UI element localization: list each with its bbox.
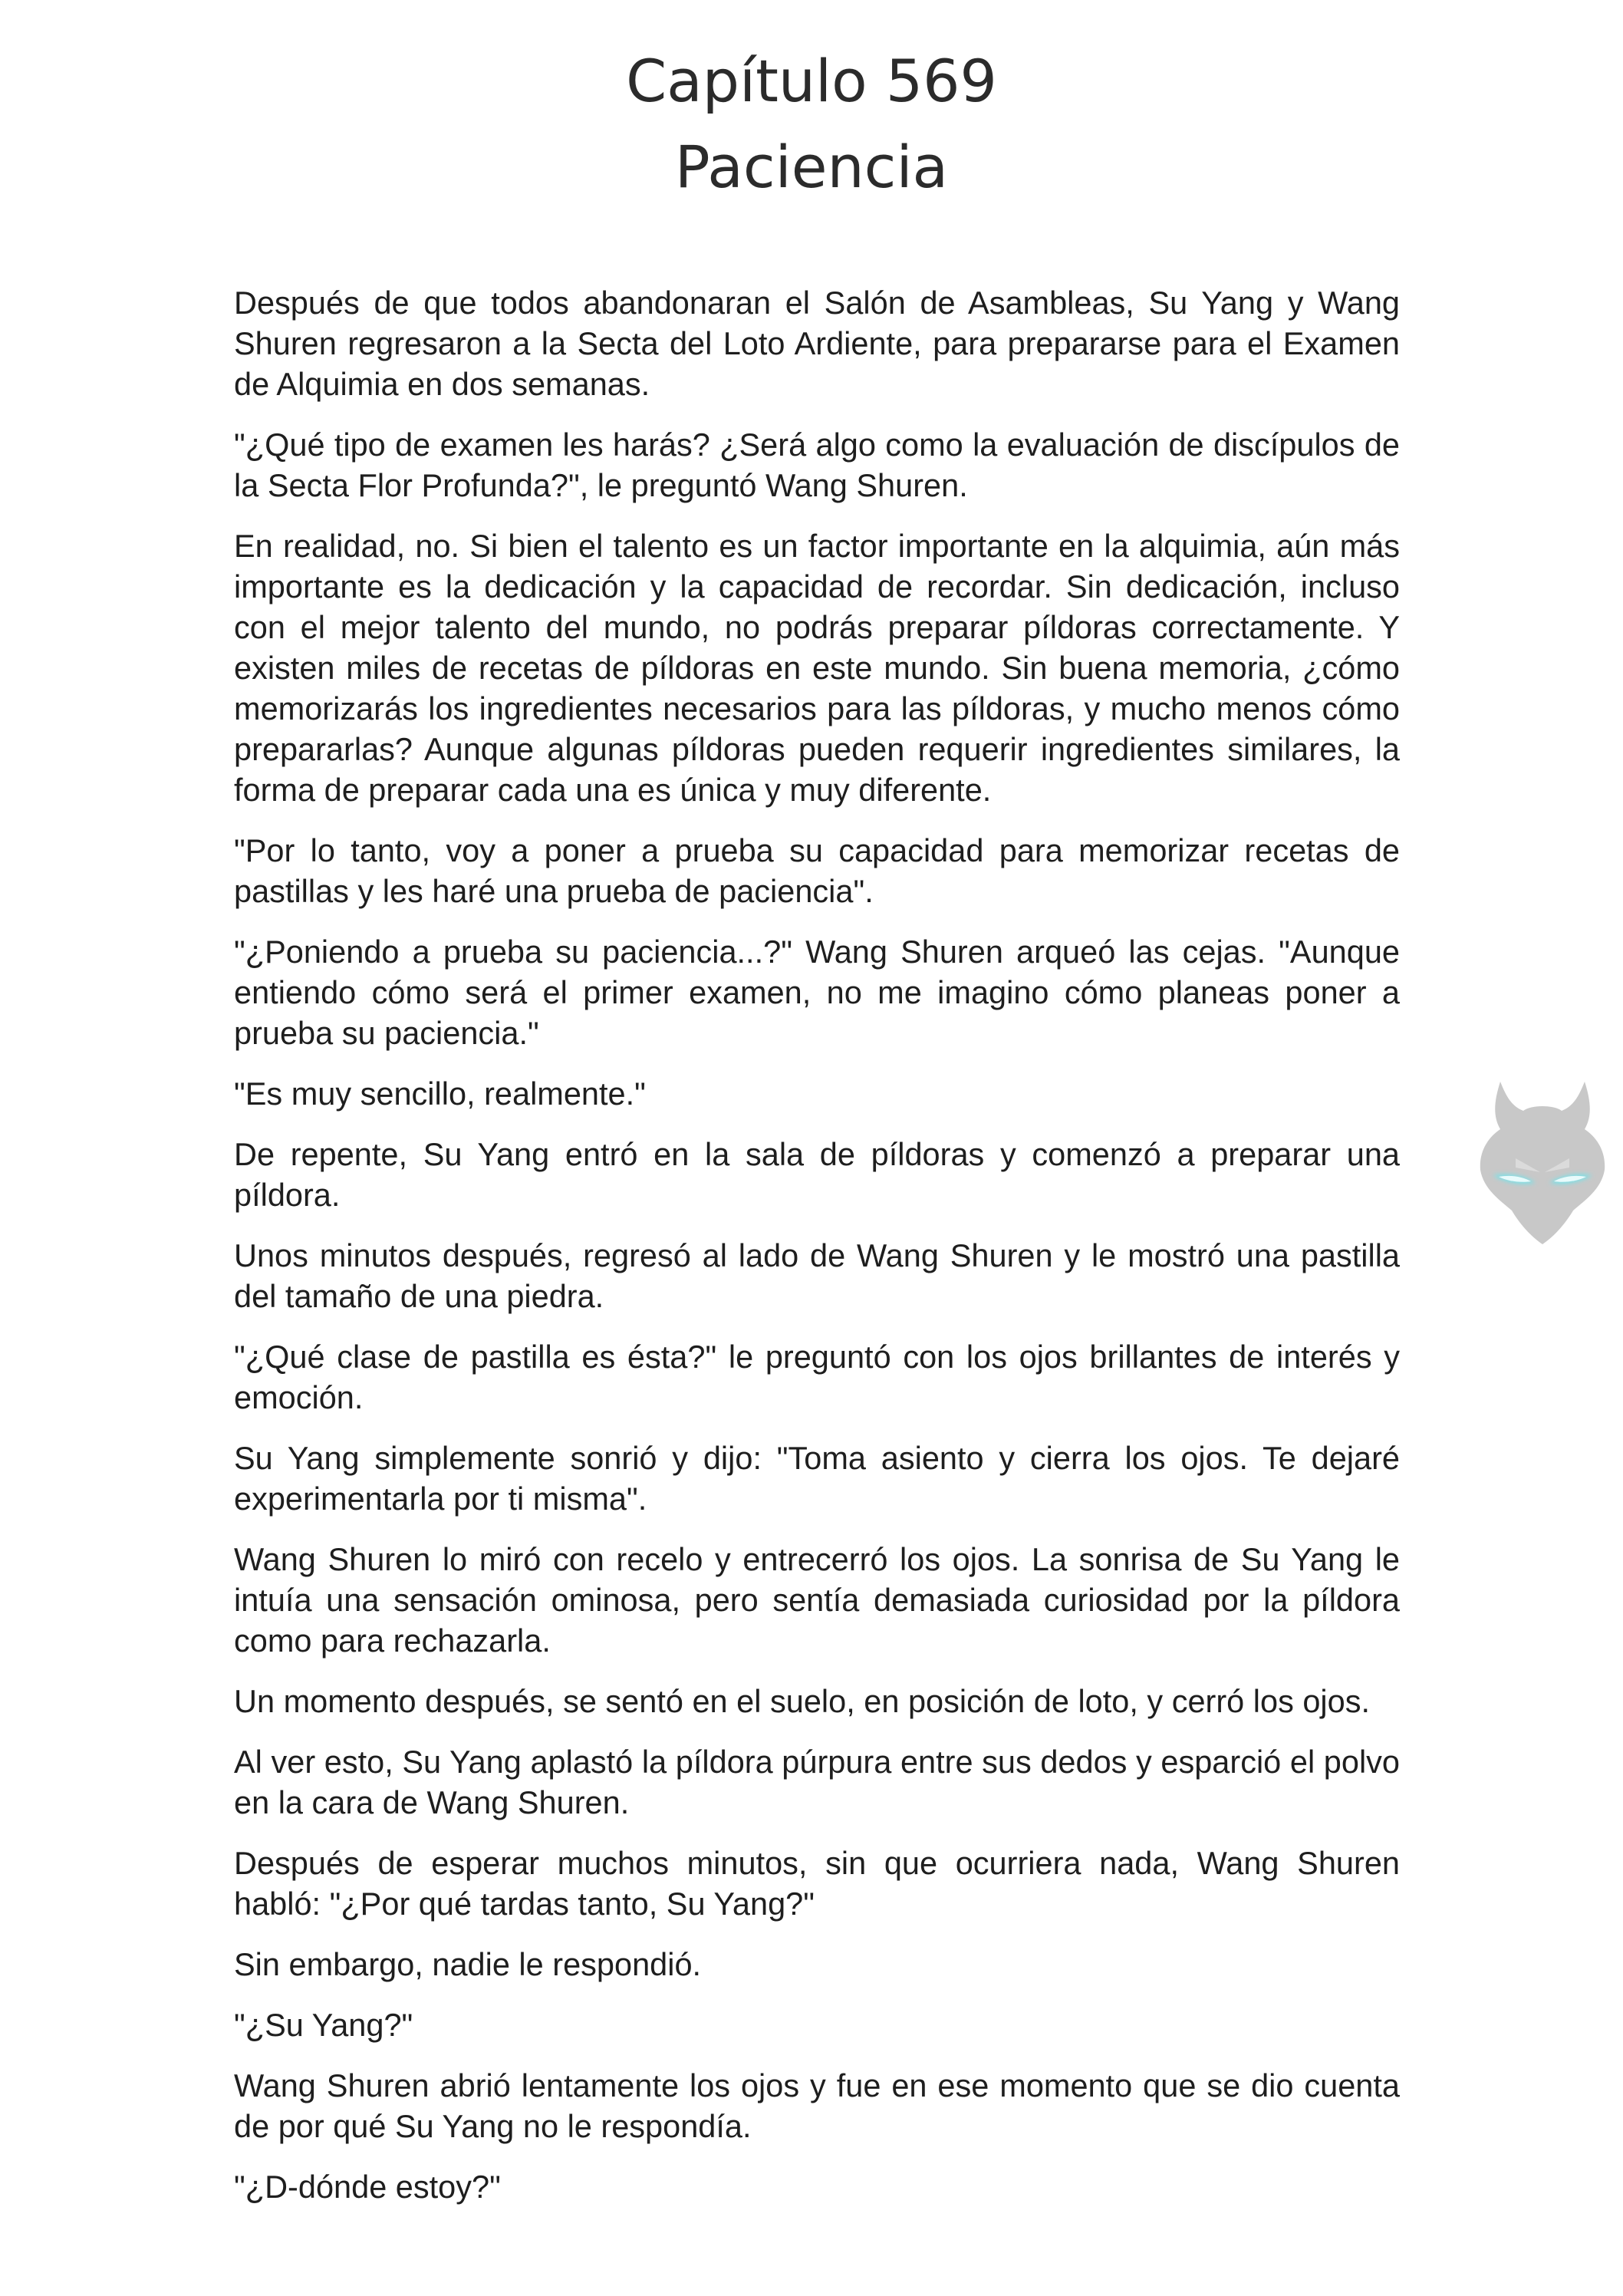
paragraph: De repente, Su Yang entró en la sala de píldoras y comenzó a preparar una píldora. — [234, 1136, 1400, 1213]
paragraph: Después de que todos abandonaran el Salón de Asambleas, Su Yang y Wang Shuren regresaron a la Secta del Loto Ardiente, para prepararse para el Examen de Alquimia en dos semanas. — [234, 285, 1400, 402]
demon-head-icon — [1470, 1074, 1615, 1250]
paragraph: Un momento después, se sentó en el suelo, en posición de loto, y cerró los ojos. — [234, 1683, 1371, 1719]
paragraph: Unos minutos después, regresó al lado de Wang Shuren y le mostró una pastilla del tamaño de una piedra. — [234, 1237, 1400, 1314]
paragraph: Sin embargo, nadie le respondió. — [234, 1946, 702, 1982]
paragraph: Wang Shuren abrió lentamente los ojos y fue en ese momento que se dio cuenta de por qué Su Yang no le respondía. — [234, 2067, 1400, 2144]
paragraph: Wang Shuren lo miró con recelo y entrecerró los ojos. La sonrisa de Su Yang le intuía una sensación ominosa, pero sentía demasiada curiosidad por la píldora como para rechazarla. — [234, 1541, 1400, 1659]
chapter-heading — [0, 38, 1623, 210]
paragraph: "Por lo tanto, voy a poner a prueba su capacidad para memorizar recetas de pastillas y les haré una prueba de paciencia". — [234, 832, 1400, 909]
paragraph: "¿Qué tipo de examen les harás? ¿Será algo como la evaluación de discípulos de la Secta Flor Profunda?", le preguntó Wang Shuren. — [234, 427, 1400, 503]
paragraph: "Es muy sencillo, realmente." — [234, 1076, 646, 1112]
paragraph: "¿D-dónde estoy?" — [234, 2169, 501, 2205]
chapter-number: Capítulo 569 — [626, 47, 997, 115]
paragraph: "¿Poniendo a prueba su paciencia...?" Wang Shuren arqueó las cejas. "Aunque entiendo cómo será el primer examen, no me imagino cómo planeas poner a prueba su paciencia." — [234, 934, 1400, 1051]
paragraph: "¿Su Yang?" — [234, 2007, 413, 2043]
chapter-body — [234, 282, 1400, 2227]
paragraph: Su Yang simplemente sonrió y dijo: "Toma asiento y cierra los ojos. Te dejaré experimentarla por ti misma". — [234, 1440, 1400, 1517]
paragraph: "¿Qué clase de pastilla es ésta?" le preguntó con los ojos brillantes de interés y emoción. — [234, 1339, 1400, 1415]
paragraph: En realidad, no. Si bien el talento es un factor importante en la alquimia, aún más importante es la dedicación y la capacidad de recordar. Sin dedicación, incluso con el mejor talento del mundo, no podrás preparar píldoras correctamente. Y existen miles de recetas de píldoras en este mundo. Sin buena memoria, ¿cómo memorizarás los ingredientes necesarios para las píldoras, y mucho menos cómo prepararlas? Aunque algunas píldoras pueden requerir ingredientes similares, la forma de preparar cada una es única y muy diferente. — [234, 528, 1400, 808]
paragraph: Después de esperar muchos minutos, sin que ocurriera nada, Wang Shuren habló: "¿Por qué tardas tanto, Su Yang?" — [234, 1845, 1400, 1922]
chapter-title: Paciencia — [674, 133, 949, 201]
paragraph: Al ver esto, Su Yang aplastó la píldora púrpura entre sus dedos y esparció el polvo en la cara de Wang Shuren. — [234, 1744, 1400, 1820]
